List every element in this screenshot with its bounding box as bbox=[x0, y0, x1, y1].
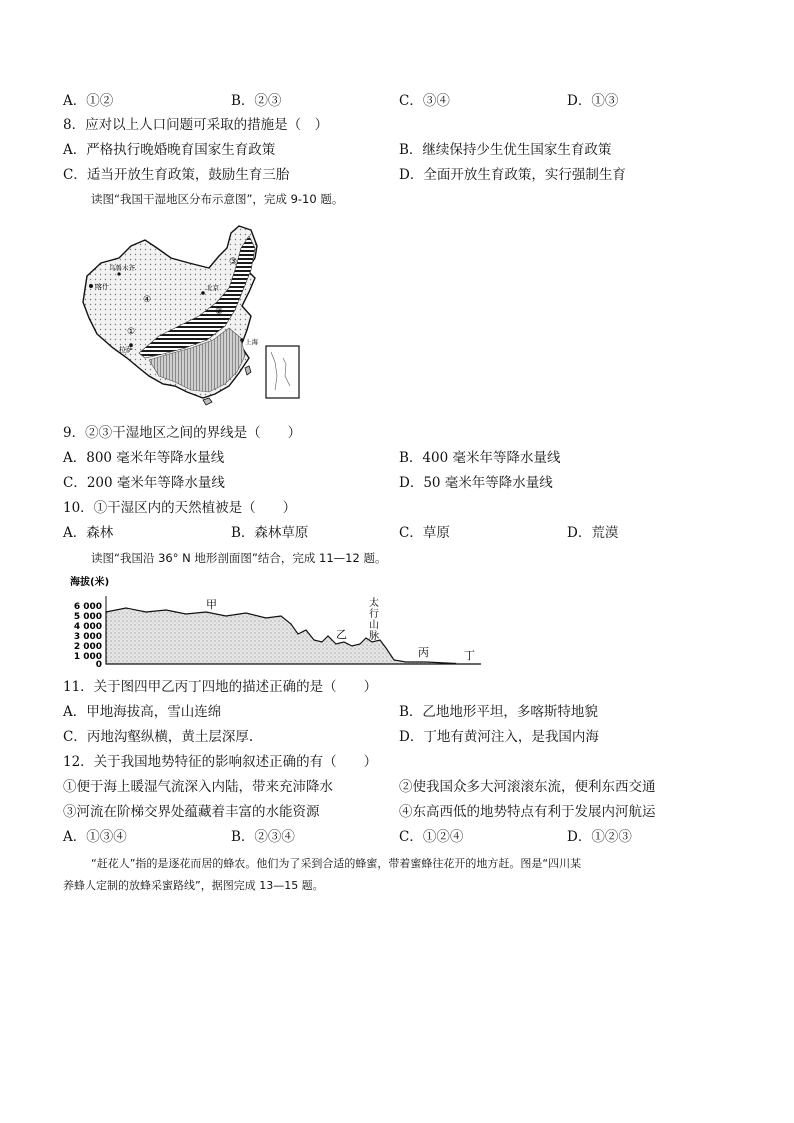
q7-option-d: D．①③ bbox=[567, 93, 619, 109]
q11-option-c: C．丙地沟壑纵横，黄土层深厚. bbox=[63, 729, 254, 745]
y-tick-0: 0 bbox=[95, 660, 102, 669]
q8-stem: 8．应对以上人口问题可采取的措施是（ ） bbox=[63, 117, 329, 133]
label-beijing: 北京 bbox=[206, 284, 219, 292]
q11-option-b: B．乙地地形平坦，多喀斯特地貌 bbox=[399, 704, 598, 720]
label-taihang-2: 行 bbox=[369, 609, 379, 620]
q11-stem: 11．关于图四甲乙丙丁四地的描述正确的是（ ） bbox=[63, 679, 378, 695]
q12-statement-2: ②使我国众多大河滚滚东流，便利东西交通 bbox=[399, 779, 656, 795]
q9-option-b: B．400 毫米年等降水量线 bbox=[399, 450, 561, 466]
terrain-fill bbox=[106, 608, 466, 664]
label-taihang-3: 山 bbox=[369, 620, 379, 631]
y-tick-1000: 1 000 bbox=[73, 652, 102, 662]
q7-option-a: A．①② bbox=[63, 93, 114, 109]
label-bing: 丙 bbox=[418, 646, 429, 659]
q12-statement-3: ③河流在阶梯交界处蕴藏着丰富的水能资源 bbox=[63, 804, 320, 820]
label-region-3: ③ bbox=[229, 257, 238, 267]
y-tick-6000: 6 000 bbox=[73, 602, 102, 612]
q9-option-a: A．800 毫米年等降水量线 bbox=[63, 450, 225, 466]
q12-option-b: B．②③④ bbox=[231, 829, 295, 845]
y-tick-2000: 2 000 bbox=[73, 642, 102, 652]
q7-option-b: B．②③ bbox=[231, 93, 282, 109]
intro-13-15-line2: 养蜂人定制的放蜂采蜜路线”，据图完成 13—15 题。 bbox=[63, 879, 324, 892]
label-region-4: ④ bbox=[143, 295, 152, 305]
q12-option-c: C．①②④ bbox=[399, 829, 464, 845]
label-urumqi: 乌鲁木齐 bbox=[109, 264, 135, 272]
terrain-profile-36n bbox=[66, 572, 496, 669]
q10-stem: 10．①干湿区内的天然植被是（ ） bbox=[63, 500, 297, 516]
q12-stem: 12．关于我国地势特征的影响叙述正确的有（ ） bbox=[63, 754, 378, 770]
q8-option-b: B．继续保持少生优生国家生育政策 bbox=[399, 142, 612, 158]
q9-option-d: D．50 毫米年等降水量线 bbox=[399, 475, 553, 491]
label-region-2: ② bbox=[215, 307, 224, 317]
label-shanghai: 上海 bbox=[245, 338, 258, 346]
label-taihang-1: 太 bbox=[369, 598, 379, 609]
q10-option-c: C．草原 bbox=[399, 525, 450, 541]
label-kashgar: 喀什 bbox=[95, 283, 109, 291]
q11-option-a: A．甲地海拔高，雪山连绵 bbox=[63, 704, 222, 720]
label-ding: 丁 bbox=[464, 649, 475, 662]
label-jia: 甲 bbox=[206, 598, 217, 611]
y-tick-4000: 4 000 bbox=[73, 622, 102, 632]
q9-stem: 9．②③干湿地区之间的界线是（ ） bbox=[63, 425, 302, 441]
label-region-1: ① bbox=[127, 327, 136, 337]
q12-statement-4: ④东高西低的地势特点有利于发展内河航运 bbox=[399, 804, 656, 820]
q8-option-d: D．全面开放生育政策，实行强制生育 bbox=[399, 167, 626, 183]
q9-option-c: C．200 毫米年等降水量线 bbox=[63, 475, 225, 491]
q11-option-d: D．丁地有黄河注入，是我国内海 bbox=[399, 729, 599, 745]
label-yi: 乙 bbox=[336, 628, 347, 641]
q12-option-d: D．①②③ bbox=[567, 829, 632, 845]
profile-ylabel: 海拔(米) bbox=[70, 577, 110, 588]
q12-statement-1: ①便于海上暖湿气流深入内陆，带来充沛降水 bbox=[63, 779, 333, 795]
y-tick-5000: 5 000 bbox=[73, 612, 102, 622]
q12-option-a: A．①③④ bbox=[63, 829, 127, 845]
intro-9-10: 读图“我国干湿地区分布示意图”，完成 9-10 题。 bbox=[91, 192, 344, 206]
dry-wet-region-map bbox=[79, 218, 310, 413]
q8-option-a: A．严格执行晚婚晚育国家生育政策 bbox=[63, 142, 276, 158]
q10-option-b: B．森林草原 bbox=[231, 525, 309, 541]
y-tick-3000: 3 000 bbox=[73, 632, 102, 642]
q7-option-c: C．③④ bbox=[399, 93, 450, 109]
q8-option-c: C．适当开放生育政策，鼓励生育三胎 bbox=[63, 167, 290, 183]
label-taihang-4: 脉 bbox=[369, 631, 379, 642]
q10-option-d: D．荒漠 bbox=[567, 525, 619, 541]
label-lhasa: 拉萨 bbox=[119, 346, 133, 354]
q10-option-a: A．森林 bbox=[63, 525, 114, 541]
intro-11-12: 读图“我国沿 36° N 地形剖面图”结合，完成 11—12 题。 bbox=[91, 551, 387, 565]
intro-13-15-line1: “赶花人”指的是逐花而居的蜂农。他们为了采到合适的蜂蜜，带着蜜蜂往花开的地方赶。图是“四川某 bbox=[91, 857, 582, 870]
south-sea-inset bbox=[266, 346, 299, 398]
